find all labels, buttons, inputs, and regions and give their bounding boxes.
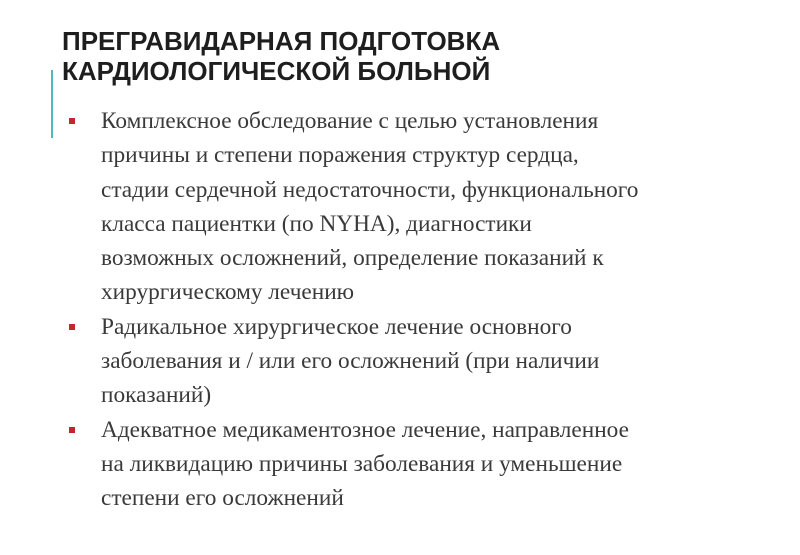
bullet-line: причины и степени поражения структур сердца, <box>101 142 579 169</box>
bullet-list <box>68 104 778 516</box>
bullet-line: Радикальное хирургическое лечение основного <box>101 313 572 340</box>
bullet-text <box>101 104 778 310</box>
bullet-line: возможных осложнений, определение показаний к <box>101 245 604 272</box>
accent-line <box>51 70 53 138</box>
bullet-line: Комплексное обследование с целью установления <box>101 108 599 134</box>
square-bullet-icon <box>69 324 75 330</box>
bullet-line: Адекватное медикаментозное лечение, направленное <box>101 416 629 443</box>
bullet-item <box>68 413 778 516</box>
bullet-item <box>68 104 778 310</box>
bullet-item <box>68 310 778 413</box>
bullet-line: степени его осложнений <box>101 485 344 512</box>
bullet-line: заболевания и / или его осложнений (при наличии <box>101 348 600 375</box>
bullet-line: хирургическому лечению <box>101 279 355 306</box>
slide-title-line: ПРЕГРАВИДАРНАЯ ПОДГОТОВКА <box>62 26 501 56</box>
slide-title-line: КАРДИОЛОГИЧЕСКОЙ БОЛЬНОЙ <box>62 56 491 86</box>
square-bullet-icon <box>69 427 75 433</box>
bullet-line: на ликвидацию причины заболевания и уменьшение <box>101 450 623 477</box>
slide-title <box>62 26 782 86</box>
bullet-line: класса пациентки (по NYHA), диагностики <box>101 210 532 237</box>
square-bullet-icon <box>69 118 75 124</box>
bullet-text <box>101 310 778 413</box>
bullet-text <box>101 413 778 516</box>
bullet-line: показаний) <box>101 382 212 409</box>
bullet-line: стадии сердечной недостаточности, функционального <box>101 176 639 203</box>
